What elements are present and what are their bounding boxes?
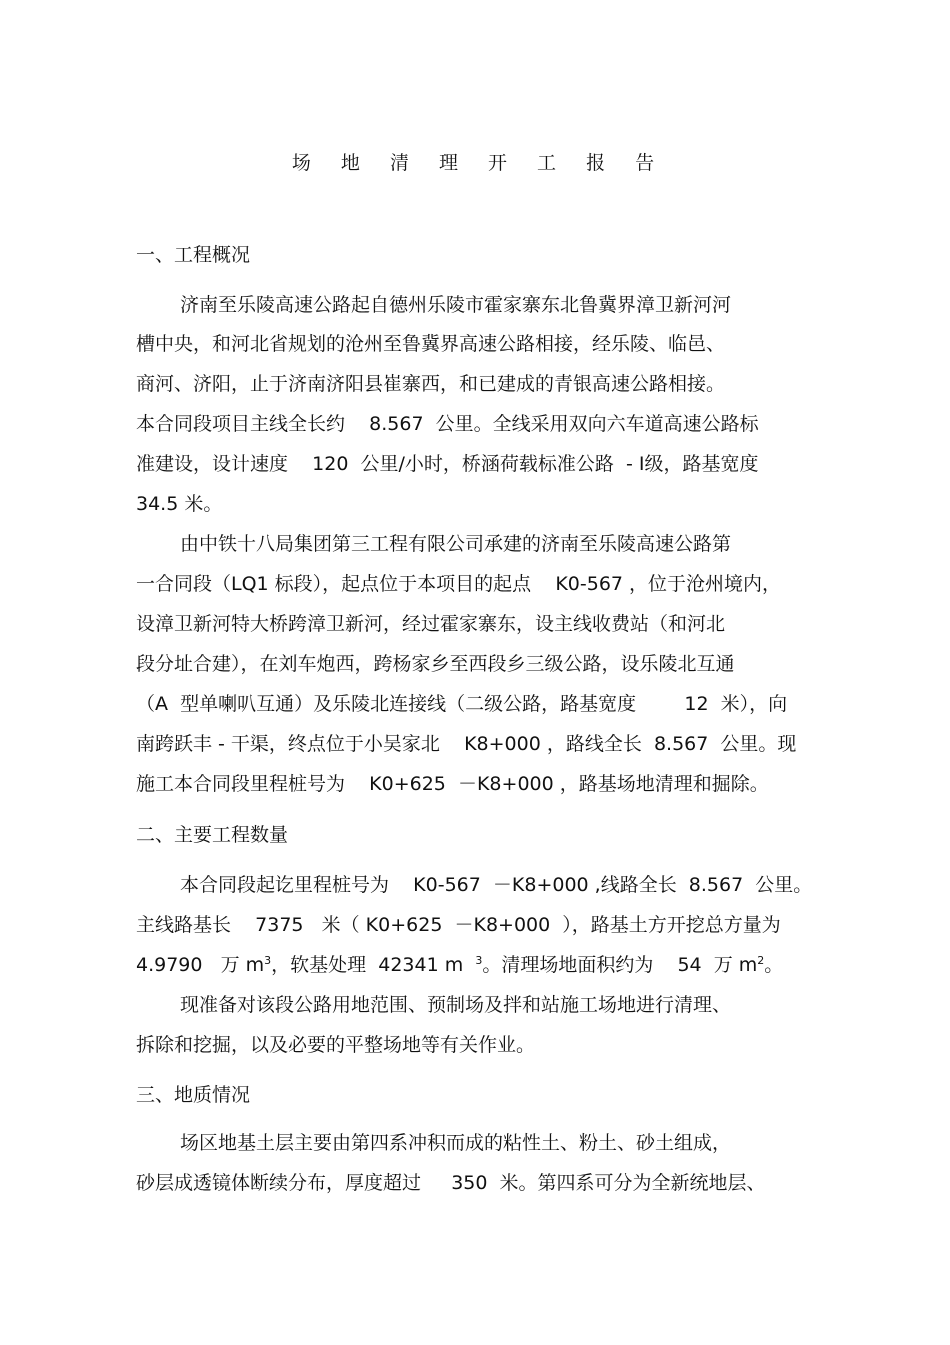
paragraph-line: 段分址合建），在刘车炮西，跨杨家乡至西段乡三级公路，设乐陵北互通 <box>136 653 735 675</box>
paragraph-line: 现准备对该段公路用地范围、预制场及拌和站施工场地进行清理、 <box>180 994 732 1016</box>
quantity-line <box>136 952 783 978</box>
clearing-area: 。清理场地面积约为 54 万 m <box>482 954 758 976</box>
paragraph-line: 槽中央，和河北省规划的沧州至鲁冀界高速公路相接，经乐陵、临邑、 <box>136 333 726 355</box>
unit-exponent: 2 <box>757 954 765 967</box>
paragraph-line: 场区地基土层主要由第四系冲积而成的粘性土、粉土、砂土组成， <box>180 1132 732 1154</box>
paragraph-line: （A 型单喇叭互通）及乐陵北连接线（二级公路，路基宽度 12 米），向 <box>136 693 788 715</box>
paragraph-line: 设漳卫新河特大桥跨漳卫新河，经过霍家寨东，设主线收费站（和河北 <box>136 613 726 635</box>
paragraph-line: 砂层成透镜体断续分布，厚度超过 350 米。第四系可分为全新统地层、 <box>136 1172 766 1194</box>
paragraph-line: 济南至乐陵高速公路起自德州乐陵市霍家寨东北鲁冀界漳卫新河河 <box>180 294 732 316</box>
paragraph-line: 34.5 米。 <box>136 493 223 515</box>
paragraph-line: 南跨跃丰 - 干渠，终点位于小吴家北 K8+000 ，路线全长 8.567 公里。现 <box>136 733 797 755</box>
section-heading: 三、地质情况 <box>136 1084 251 1106</box>
paragraph-line: 准建设，设计速度 120 公里/小时，桥涵荷载标准公路 - Ⅰ级，路基宽度 <box>136 453 759 475</box>
paragraph-line: 一合同段（LQ1 标段），起点位于本项目的起点 K0-567 ，位于沧州境内， <box>136 573 782 595</box>
paragraph-line: 主线路基长 7375 米（ K0+625 －K8+000 ），路基土方开挖总方量为 <box>136 914 781 936</box>
document-title: 场 地 清 理 开 工 报 告 <box>291 152 667 174</box>
unit-exponent: 3 <box>264 954 272 967</box>
paragraph-line: 由中铁十八局集团第三工程有限公司承建的济南至乐陵高速公路第 <box>180 533 732 555</box>
earthwork-volume: 4.9790 万 m <box>136 954 265 976</box>
section-heading: 二、主要工程数量 <box>136 824 289 846</box>
paragraph-line: 商河、济阳，止于济南济阳县崔寨西，和已建成的青银高速公路相接。 <box>136 373 726 395</box>
paragraph-line: 施工本合同段里程桩号为 K0+625 －K8+000 ，路基场地清理和掘除。 <box>136 773 769 795</box>
paragraph-line: 本合同段项目主线全长约 8.567 公里。全线采用双向六车道高速公路标 <box>136 413 759 435</box>
soft-foundation-volume: ，软基处理 42341 m <box>271 954 476 976</box>
sentence-end: 。 <box>764 954 784 976</box>
paragraph-line: 本合同段起讫里程桩号为 K0-567 －K8+000 ,线路全长 8.567 公里。 <box>180 874 813 896</box>
paragraph-line: 拆除和挖掘，以及必要的平整场地等有关作业。 <box>136 1034 536 1056</box>
section-heading: 一、工程概况 <box>136 244 251 266</box>
unit-exponent: 3 <box>475 954 483 967</box>
